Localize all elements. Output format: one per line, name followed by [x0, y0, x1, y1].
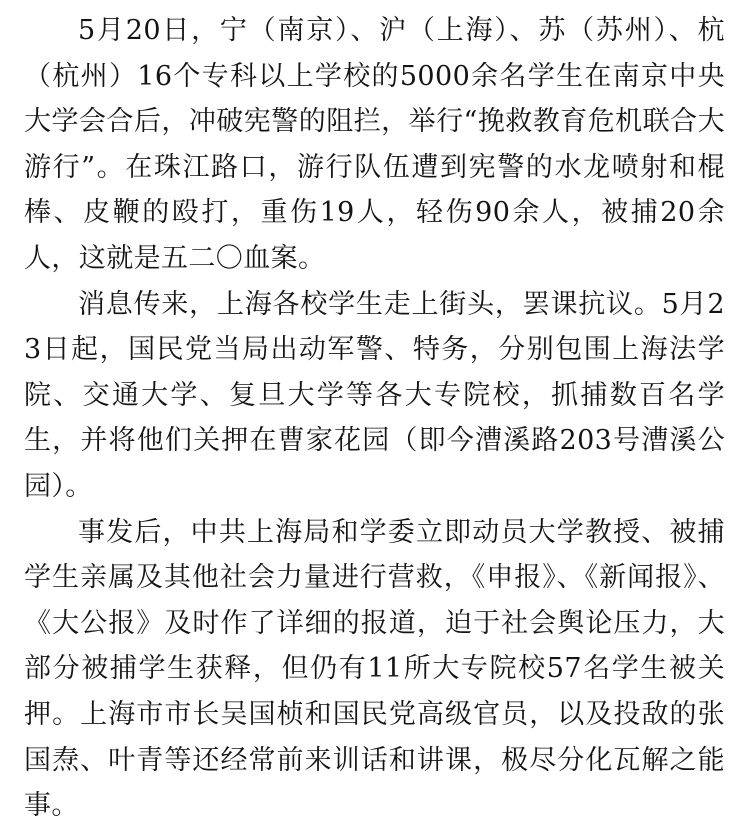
paragraph-shanghai-protests: 消息传来，上海各校学生走上街头，罢课抗议。5月23日起，国民党当局出动军警、特务，分别包围上海法学院、交通大学、复旦大学等各大专院校，抓捕数百名学生，并将他们关押在曹家花园（即今漕溪路203号漕溪公园）。: [24, 288, 725, 502]
paragraph-rescue-efforts: 事发后，中共上海局和学委立即动员大学教授、被捕学生亲属及其他社会力量进行营救，《申报》、《新闻报》、《大公报》及时作了详细的报道，迫于社会舆论压力，大部分被捕学生获释，但仍有11所大专院校57名学生被关押。上海市市长吴国桢和国民党高级官员，以及投敌的张国焘、叶青等还经常前来训话和讲课，极尽分化瓦解之能事。: [24, 516, 725, 822]
paragraph-may-20-incident: 5月20日，宁（南京）、沪（上海）、苏（苏州）、杭（杭州）16个专科以上学校的5000余名学生在南京中央大学会合后，冲破宪警的阻拦，举行“挽救教育危机联合大游行”。在珠江路口，游行队伍遭到宪警的水龙喷射和棍棒、皮鞭的殴打，重伤19人，轻伤90余人，被捕20余人，这就是五二〇血案。: [24, 15, 725, 274]
